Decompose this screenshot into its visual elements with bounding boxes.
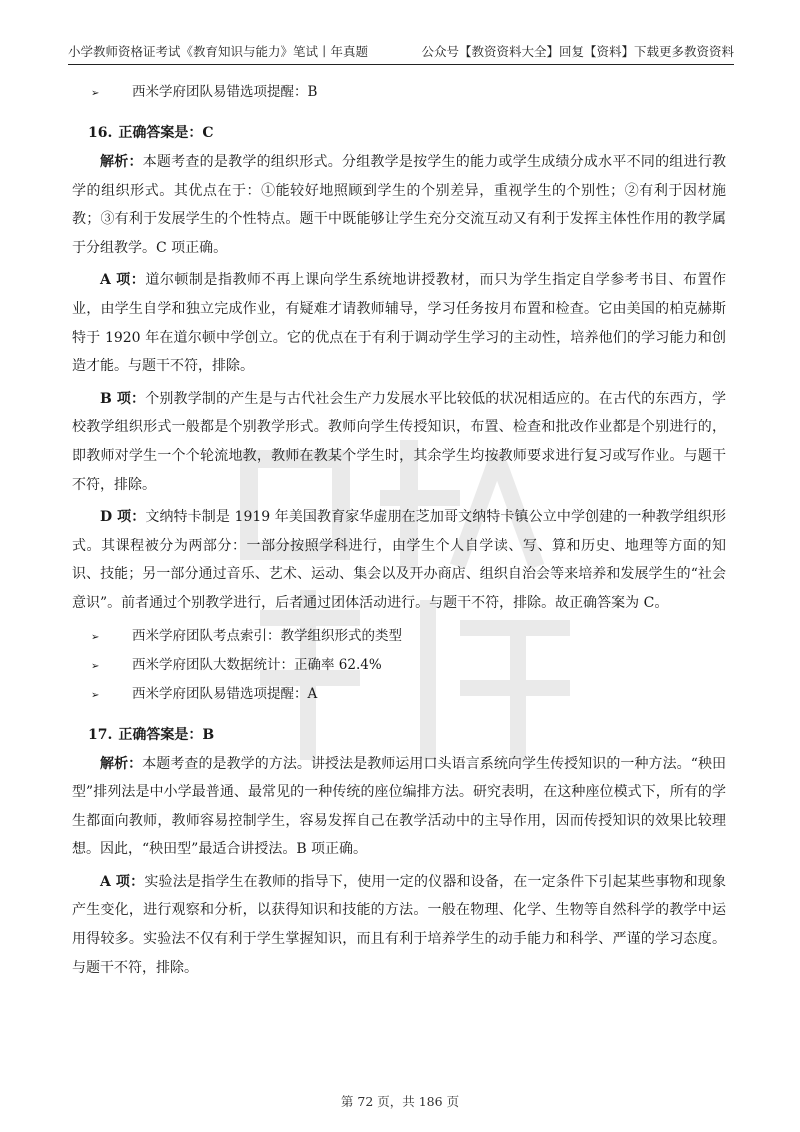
bullet-text: 西米学府团队易错选项提醒：A: [132, 685, 318, 702]
bullet-text: 西米学府团队大数据统计：正确率 62.4%: [132, 656, 382, 673]
q16-option-a: A 项：道尔顿制是指教师不再上课向学生系统地讲授教材，而只为学生指定自学参考书目、布置作业，由学生自学和独立完成作业，有疑难才请教师辅导，学习任务按月布置和检查。它由美国的柏克赫斯特于 1920 年在道尔顿中学创立。它的优点在于有利于调动学生学习的主动性，培养他们的学习能力和创造才能。与题干不符，排除。: [72, 272, 726, 375]
bullet-text: 西米学府团队考点索引：教学组织形式的类型: [132, 627, 402, 644]
q17-option-a: A 项：实验法是指学生在教师的指导下，使用一定的仪器和设备，在一定条件下引起某些事物和现象产生变化，进行观察和分析，以获得知识和技能的方法。一般在物理、化学、生物等自然科学的教学中运用得较多。实验法不仅有利于学生掌握知识，而且有利于培养学生的动手能力和科学、严谨的学习态度。与题干不符，排除。: [72, 873, 726, 976]
page-number: 第 72 页，共 186 页: [340, 1094, 460, 1109]
q17-number: 17.: [88, 726, 113, 743]
q16-tip-stats: [72, 651, 726, 680]
bullet-arrow-icon: ➢: [91, 88, 100, 99]
tip-wrong-option-q15: [72, 78, 726, 107]
q16-option-b: B 项：个别教学制的产生是与古代社会生产力发展水平比较低的状况相适应的。在古代的东西方，学校教学组织形式一般都是个别教学形式。教师向学生传授知识，布置、检查和批改作业都是个别进行的，即教师对学生一个个轮流地教，教师在教某个学生时，其余学生均按教师要求进行复习或写作业。与题干不符，排除。: [72, 390, 726, 493]
bullet-arrow-icon: ➢: [91, 689, 100, 701]
header-title: 小学教师资格证考试《教育知识与能力》笔试丨年真题: [68, 44, 369, 59]
bullet-arrow-icon: ➢: [91, 660, 100, 672]
q16-answer: 正确答案是：C: [118, 125, 214, 141]
q16-number: 16.: [88, 125, 113, 141]
q16-tip-topic: [72, 622, 726, 651]
page-header: [68, 40, 734, 65]
bullet-text: 西米学府团队易错选项提醒：B: [132, 84, 318, 100]
q16-tip-wrong-option: [72, 680, 726, 709]
q17-answer: 正确答案是：B: [118, 726, 215, 743]
document-body: [72, 78, 726, 986]
q17-analysis: 解析：本题考查的是教学的方法。讲授法是教师运用口头语言系统向学生传授知识的一种方法。“秧田型”排列法是中小学最普通、最常见的一种传统的座位编排方法。研究表明，在这种座位模式下，所有的学生都面向教师，教师容易控制学生，容易发挥自己在教学活动中的主导作用，因而传授知识的效果比较理想。因此，“秧田型”最适合讲授法。B 项正确。: [72, 755, 727, 858]
header-promo: 公众号【教资资料大全】回复【资料】下载更多教资资料: [421, 44, 734, 59]
q16-heading: [72, 119, 726, 148]
bullet-arrow-icon: ➢: [91, 631, 100, 643]
q16-analysis: 解析：本题考查的是教学的组织形式。分组教学是按学生的能力或学生成绩分成水平不同的组进行教学的组织形式。其优点在于：①能较好地照顾到学生的个别差异，重视学生的个别性；②有利于因材施教；③有利于发展学生的个性特点。题干中既能够让学生充分交流互动又有利于发挥主体性作用的教学属于分组教学。C 项正确。: [72, 154, 727, 256]
q17-heading: [72, 721, 726, 750]
q16-option-d: D 项：文纳特卡制是 1919 年美国教育家华虚朋在芝加哥文纳特卡镇公立中学创建的一种教学组织形式。其课程被分为两部分：一部分按照学科进行，由学生个人自学读、写、算和历史、地理等方面的知识、技能；另一部分通过音乐、艺术、运动、集会以及开办商店、组织自治会等来培养和发展学生的“社会意识”。前者通过个别教学进行，后者通过团体活动进行。与题干不符，排除。故正确答案为 C。: [72, 509, 727, 611]
